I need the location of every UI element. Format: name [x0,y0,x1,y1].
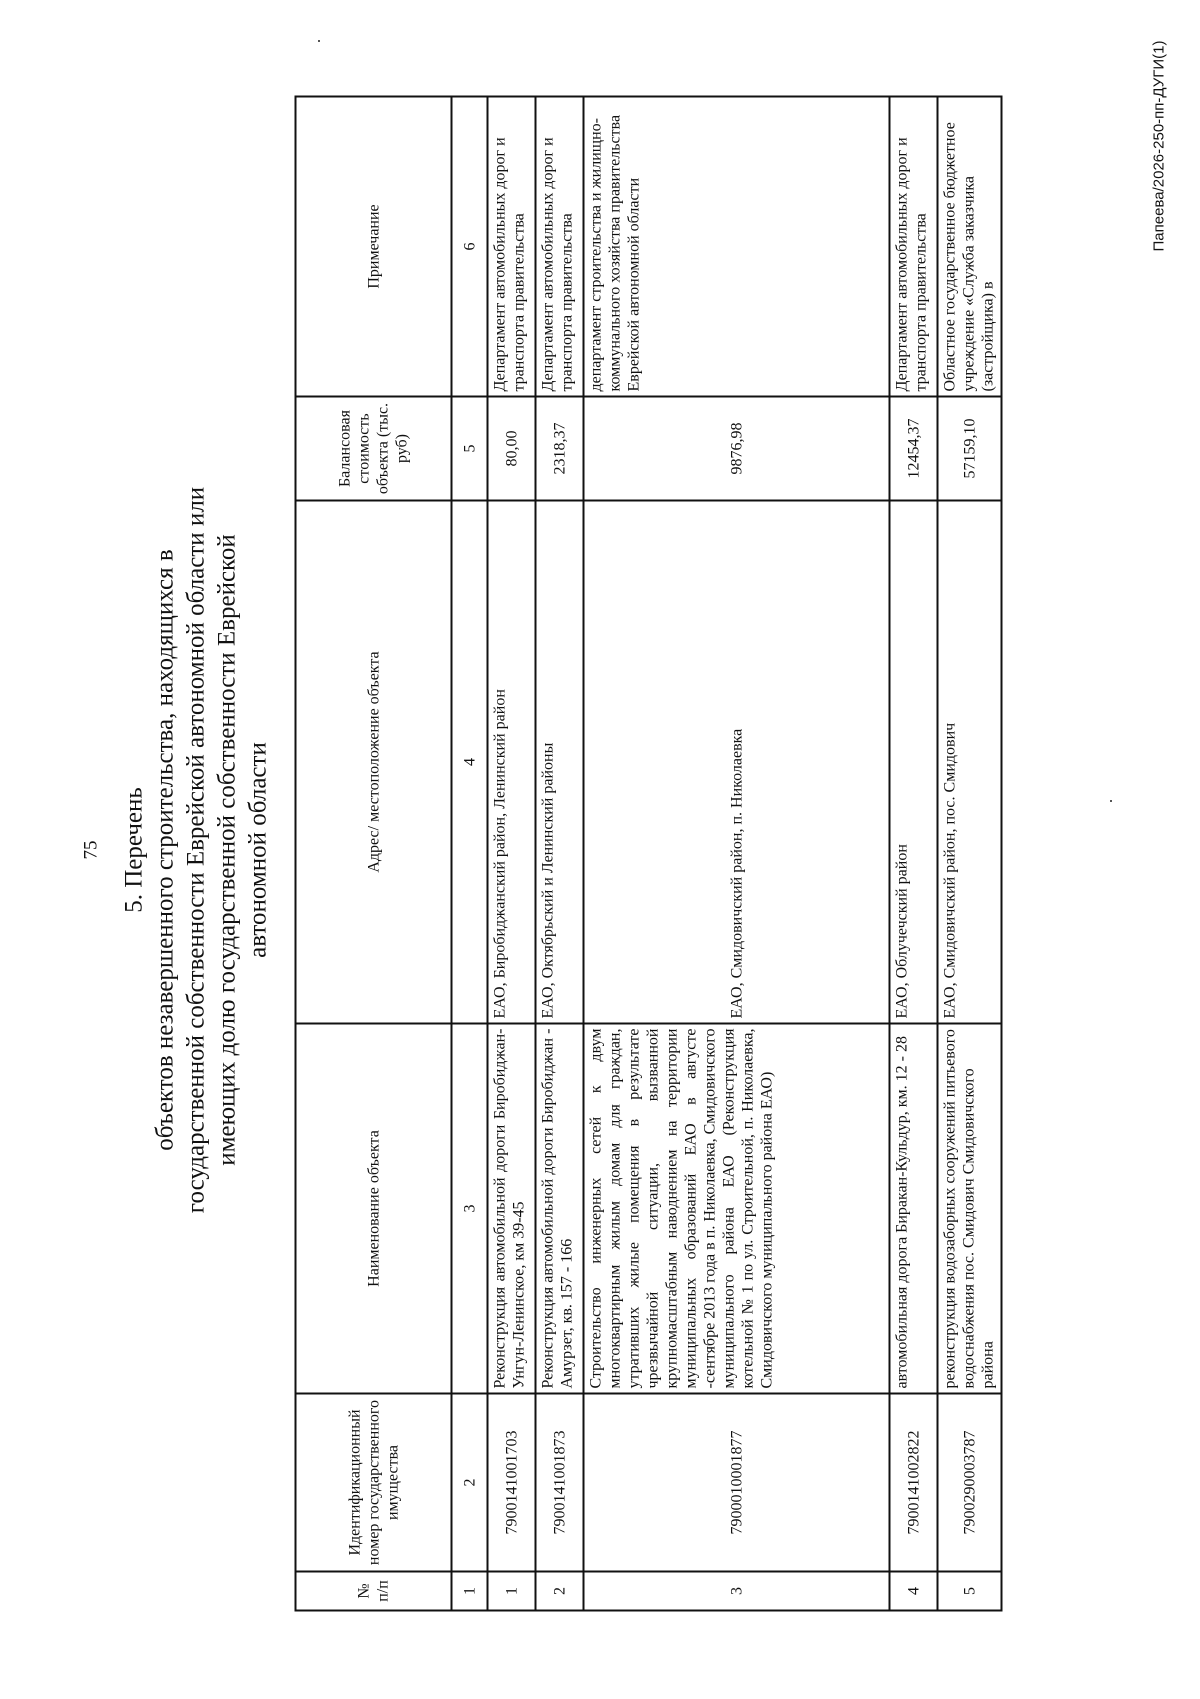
note: Департамент автомобильных дорог и транспорта правительства [487,96,535,396]
balance-cost: 9876,98 [583,396,889,500]
object-address: ЕАО, Смидовичский район, пос. Смидович [937,500,1001,1023]
note: Департамент автомобильных дорог и транспорта правительства [889,96,937,396]
balance-cost: 2318,37 [535,396,583,500]
property-id: 7900141001873 [535,1393,583,1571]
balance-cost: 57159,10 [937,396,1001,500]
object-address: ЕАО, Октябрьский и Ленинский районы [535,500,583,1023]
column-number: 6 [451,96,487,396]
property-id: 7900010001877 [583,1393,889,1571]
column-number: 5 [451,396,487,500]
table-header-row [295,96,451,1610]
table-row [889,96,937,1610]
title-line: имеющих долю государственной собственности Еврейской [213,533,240,1166]
property-id: 7900141002822 [889,1393,937,1571]
object-name: Строительство инженерных сетей к двум многоквартирным жилым домам для граждан, утративших жилые помещения в результате чрезвычайной ситуации, вызванной крупномасштабным наводнением на территории муниципальных образований ЕАО в августе -сентябре 2013 года в п. Николаевка, Смидовичского муниципального района ЕАО (Реконструкция котельной № 1 по ул. Строительной, п. Николаевка, Смидовичского муниципального района ЕАО) [583,1023,889,1393]
note: Департамент автомобильных дорог и транспорта правительства [535,96,583,396]
column-number: 3 [451,1023,487,1393]
note: Областное государственное бюджетное учреждение «Служба заказчика (застройщика) в [937,96,1001,396]
header-cell: Примечание [295,96,451,396]
row-number: 2 [535,1571,583,1610]
note: департамент строительства и жилищно-коммунального хозяйства правительства Еврейской автономной области [583,96,889,396]
document-code: Папеева/2026-250-пп-ДУГИ(1) [1150,40,1167,251]
object-name: Реконструкция автомобильной дороги Биробиджан - Амурзет, кв. 157 - 166 [535,1023,583,1393]
balance-cost: 80,00 [487,396,535,500]
object-address: ЕАО, Облучечский район [889,500,937,1023]
document-title [118,0,273,1699]
property-id: 7900290003787 [937,1393,1001,1571]
column-number-row [451,96,487,1610]
object-name: автомобильная дорога Биракан-Кульдур, км. 12 - 28 [889,1023,937,1393]
row-number: 1 [487,1571,535,1610]
header-cell: Балансовая стоимость объекта (тыс. руб) [295,396,451,500]
title-line: государственной собственности Еврейской автономной области или [182,486,209,1213]
column-number: 2 [451,1393,487,1571]
object-address: ЕАО, Биробиджанский район, Ленинский район [487,500,535,1023]
table-row [583,96,889,1610]
object-name: Реконструкция автомобильной дороги Биробиджан-Унгун-Ленинское, км 39-45 [487,1023,535,1393]
table-row [937,96,1001,1610]
balance-cost: 12454,37 [889,396,937,500]
header-cell: Адрес/ местоположение объекта [295,500,451,1023]
column-number: 4 [451,500,487,1023]
table-row [535,96,583,1610]
header-cell: Наименование объекта [295,1023,451,1393]
table-row [487,96,535,1610]
page-number: 75 [80,840,101,859]
title-line: 5. Перечень [120,786,147,913]
header-cell: № п/п [295,1571,451,1610]
title-line: объектов незавершенного строительства, находящихся в [151,548,178,1151]
title-line: автономной области [244,741,271,958]
object-address: ЕАО, Смидовичский район, п. Николаевка [583,500,889,1023]
property-id: 7900141001703 [487,1393,535,1571]
row-number: 4 [889,1571,937,1610]
object-name: реконструкция водозаборных сооружений питьевого водоснабжения пос. Смидович Смидовичского района [937,1023,1001,1393]
header-cell: Идентификационный номер государственного имущества [295,1393,451,1571]
column-number: 1 [451,1571,487,1610]
row-number: 3 [583,1571,889,1610]
registry-table [294,95,1002,1611]
row-number: 5 [937,1571,1001,1610]
